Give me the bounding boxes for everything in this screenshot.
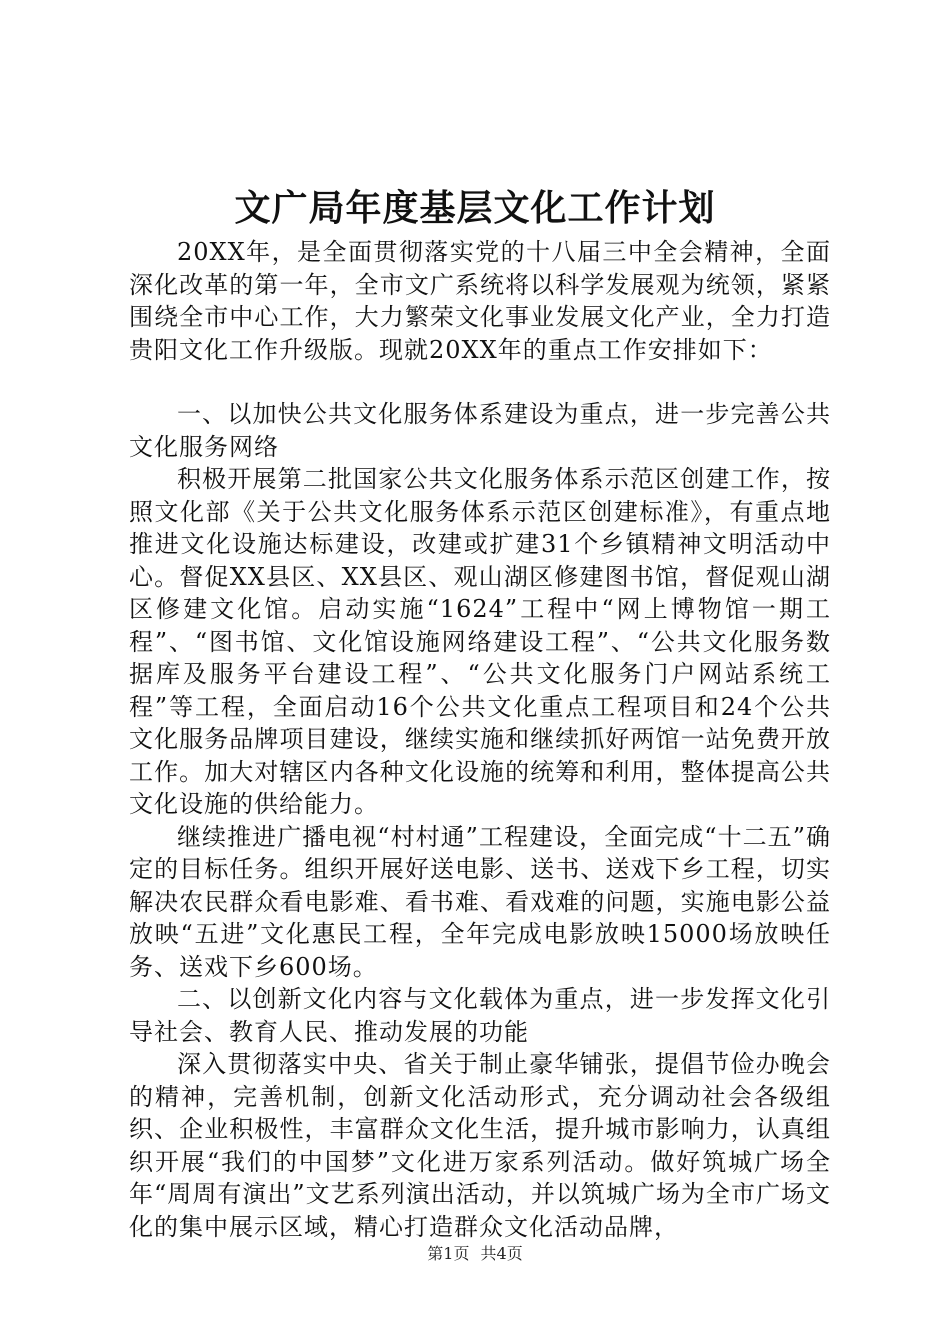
section-heading-1: 一、以加快公共文化服务体系建设为重点，进一步完善公共文化服务网络 — [129, 400, 831, 461]
section-heading-2: 二、以创新文化内容与文化载体为重点，进一步发挥文化引导社会、教育人民、推动发展的功能 — [129, 985, 831, 1046]
document-title: 文广局年度基层文化工作计划 — [234, 187, 716, 229]
page-number: 第1页 — [427, 1244, 470, 1263]
section-1-paragraph-1: 积极开展第二批国家公共文化服务体系示范区创建工作，按照文化部《关于公共文化服务体系示范区创建标准》，有重点地推进文化设施达标建设，改建或扩建31个乡镇精神文明活动中心。督促XX县区、XX县区、观山湖区修建图书馆，督促观山湖区修建文化馆。启动实施“1624”工程中“网上博物馆一期工程”、“图书馆、文化馆设施网络建设工程”、“公共文化服务数据库及服务平台建设工程”、“公共文化服务门户网站系统工程”等工程，全面启动16个公共文化重点工程项目和24个公共文化服务品牌项目建设，继续实施和继续抓好两馆一站免费开放工作。加大对辖区内各种文化设施的统筹和利用，整体提高公共文化设施的供给能力。 — [129, 465, 831, 818]
document-body — [129, 236, 831, 1243]
section-1-paragraph-2: 继续推进广播电视“村村通”工程建设，全面完成“十二五”确定的目标任务。组织开展好送电影、送书、送戏下乡工程，切实解决农民群众看电影难、看书难、看戏难的问题，实施电影公益放映“五进”文化惠民工程，全年完成电影放映15000场放映任务、送戏下乡600场。 — [129, 822, 831, 981]
section-2-paragraph-1: 深入贯彻落实中央、省关于制止豪华铺张，提倡节俭办晚会的精神，完善机制，创新文化活动形式，充分调动社会各级组织、企业积极性，丰富群众文化生活，提升城市影响力，认真组织开展“我们的中国梦”文化进万家系列活动。做好筑城广场全年“周周有演出”文艺系列演出活动，并以筑城广场为全市广场文化的集中展示区域，精心打造群众文化活动品牌， — [129, 1050, 831, 1241]
intro-paragraph: 20XX年，是全面贯彻落实党的十八届三中全会精神，全面深化改革的第一年，全市文广系统将以科学发展观为统领，紧紧围绕全市中心工作，大力繁荣文化事业发展文化产业，全力打造贵阳文化工作升级版。现就20XX年的重点工作安排如下： — [129, 238, 831, 364]
page-total: 共4页 — [480, 1244, 523, 1263]
page-footer — [0, 1244, 950, 1264]
